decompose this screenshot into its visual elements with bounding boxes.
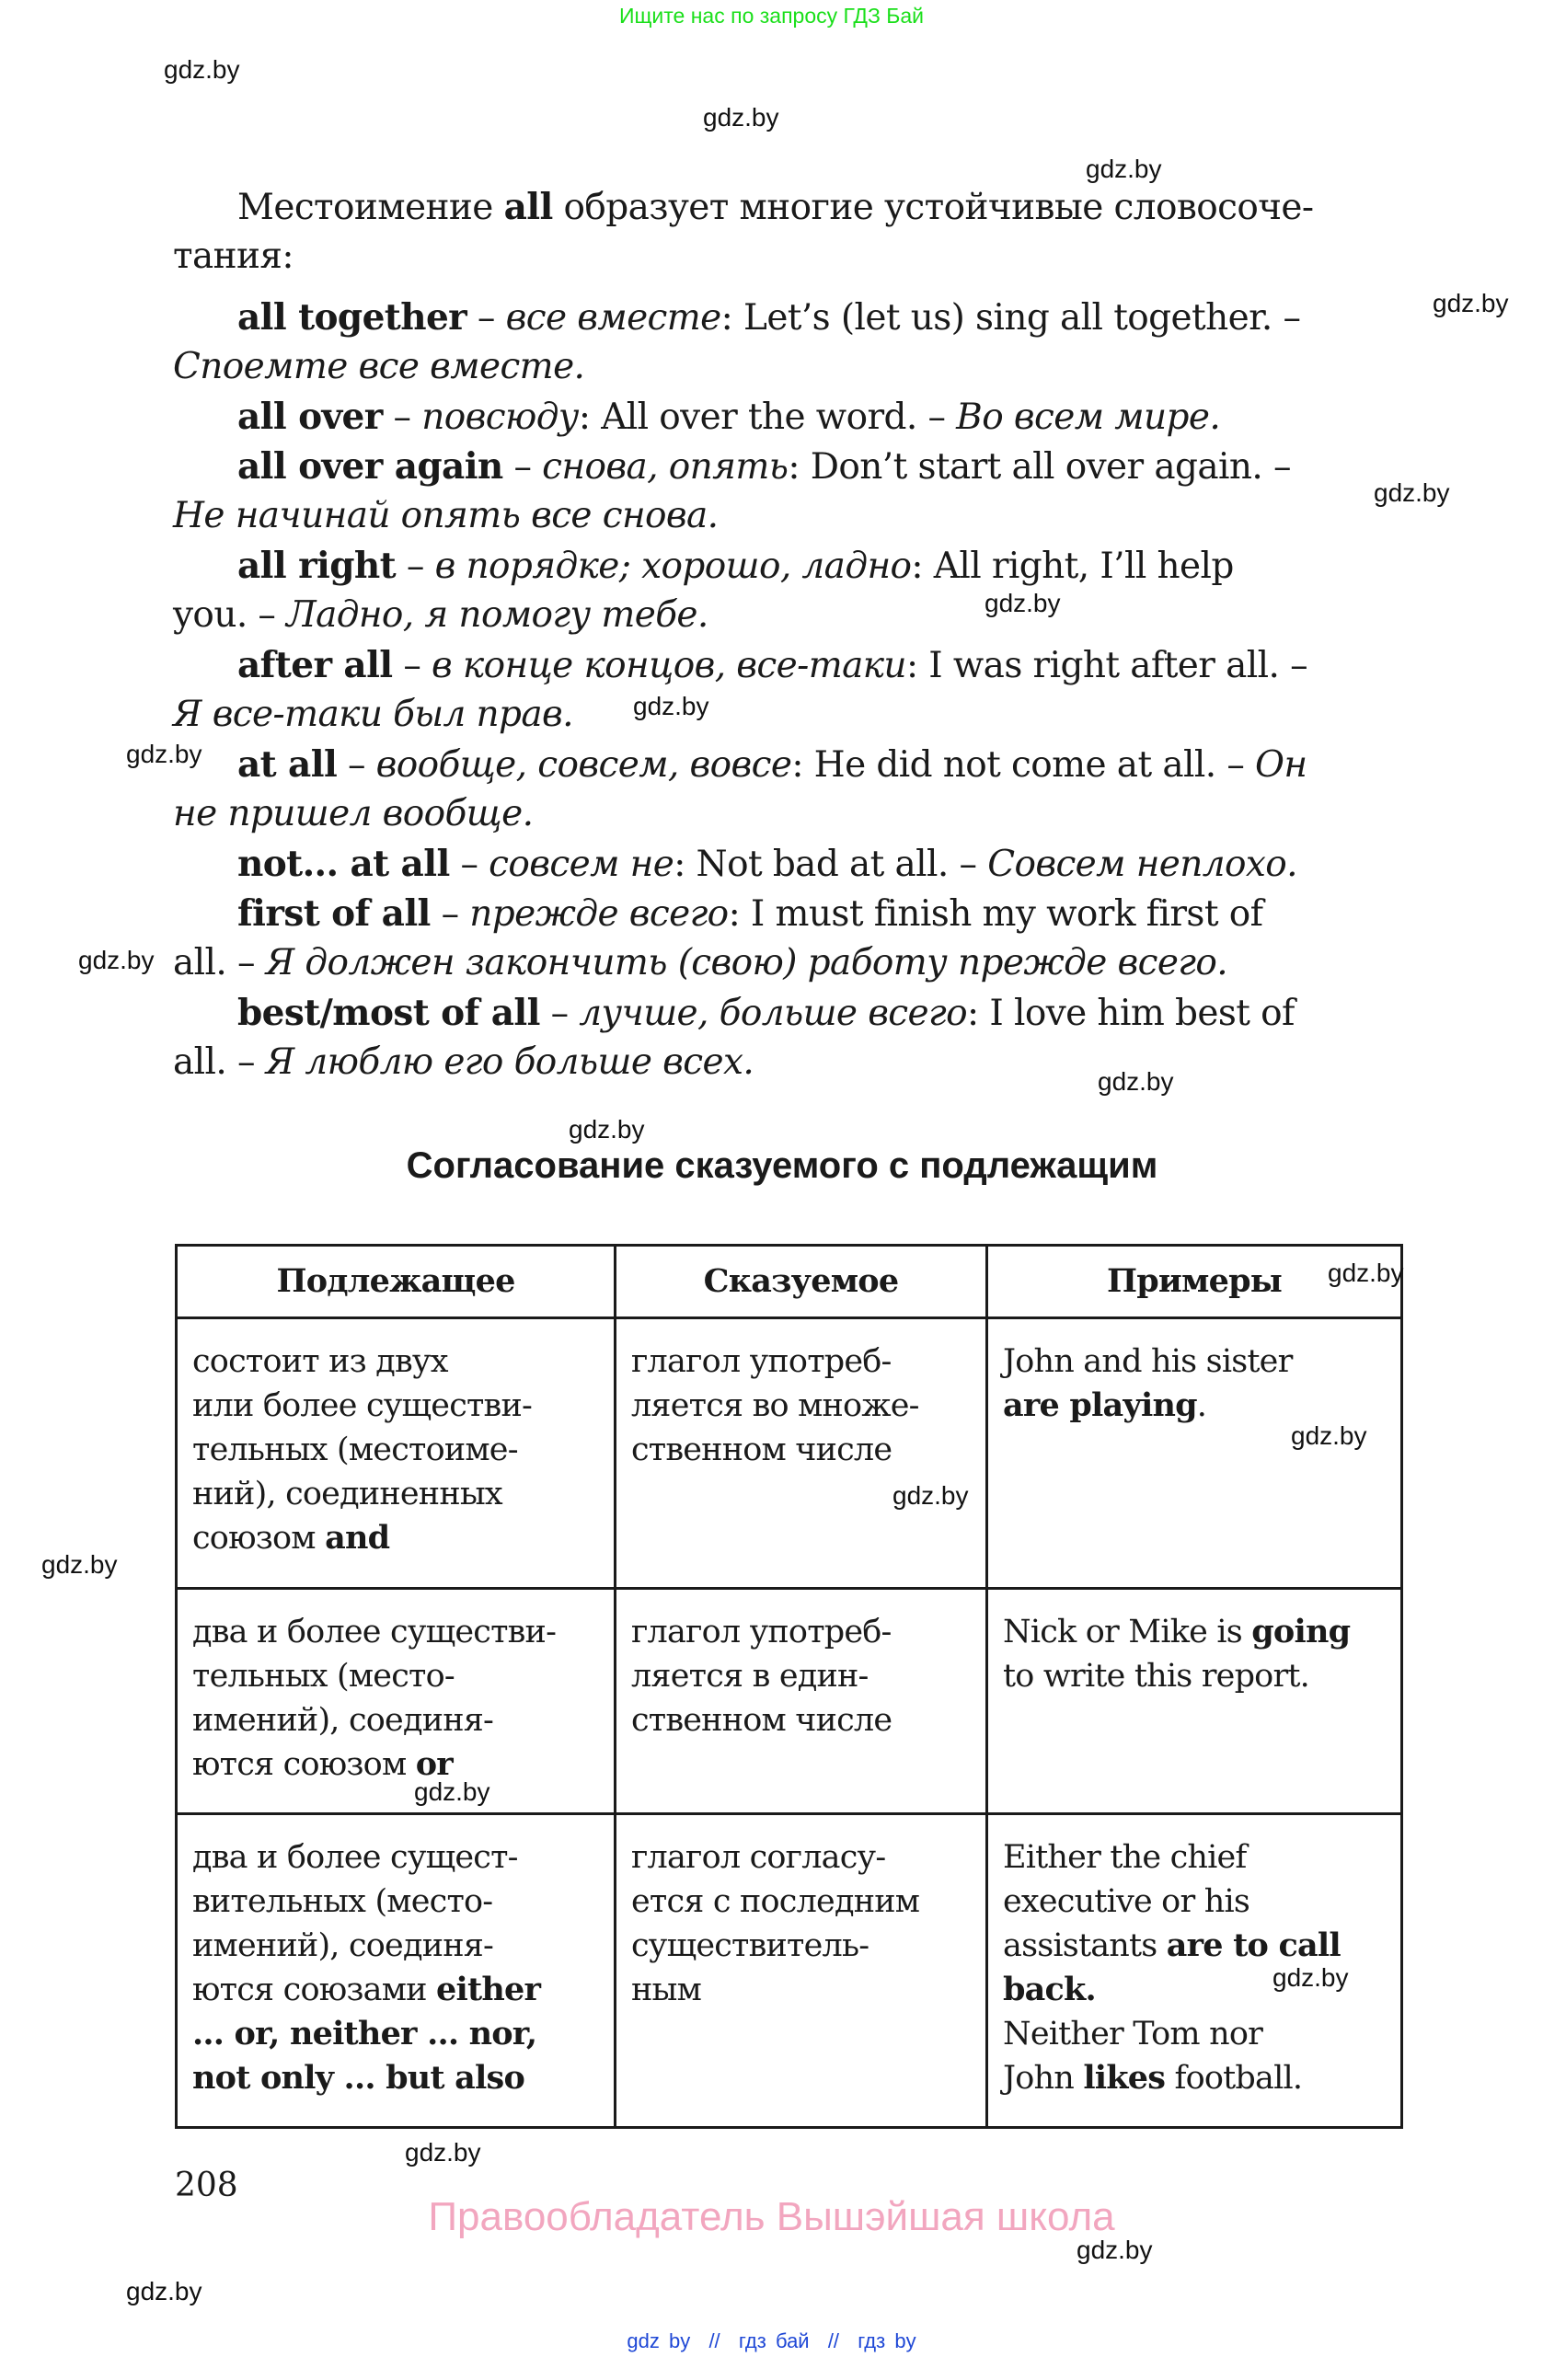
phrase-first-of-all: first of all – прежде всего: I must finish my work first of <box>237 892 1263 935</box>
watermark: gdz.by <box>126 740 202 768</box>
phrase-term: not... at all <box>237 843 450 885</box>
phrase-term: at all <box>237 743 338 786</box>
watermark: gdz.by <box>1328 1259 1404 1287</box>
subject-cell: два и более существи- тельных (место- имений), соединя- ются союзом or <box>177 1589 616 1814</box>
predicate-cell: глагол употреб- ляется во множе- ственном числе <box>616 1318 987 1589</box>
predicate-cell: глагол употреб- ляется в един- ственном числе <box>616 1589 987 1814</box>
phrase-meaning: совсем не <box>489 844 674 885</box>
phrase-translation-text: Во всем мире. <box>956 397 1221 438</box>
phrase-example: Let’s (let us) sing all together. – <box>743 297 1301 339</box>
phrase-translation-text: Я люблю его больше всех. <box>265 1041 754 1083</box>
intro-text: Местоимение <box>237 187 504 228</box>
watermark: gdz.by <box>414 1777 490 1806</box>
phrase-example: I love him best of <box>989 993 1295 1034</box>
phrase-meaning: вообще, совсем, вовсе <box>375 744 792 786</box>
watermark: gdz.by <box>1291 1421 1367 1450</box>
phrase-meaning: снова, опять <box>542 446 789 488</box>
watermark: gdz.by <box>126 2277 202 2305</box>
phrase-term: all over again <box>237 445 503 488</box>
table-row <box>177 1814 1402 2128</box>
phrase-term: all together <box>237 296 467 339</box>
phrase-meaning: прежде всего <box>469 893 729 935</box>
copyright-owner: Правообладатель Вышэйшая школа <box>428 2194 1115 2239</box>
phrase-meaning: в конце концов, все-таки <box>432 645 906 686</box>
phrase-translation: you. – Ладно, я помогу тебе. <box>173 594 708 636</box>
watermark: gdz.by <box>633 692 709 720</box>
phrase-all-over-again: all over again – снова, опять: Don’t start all over again. – <box>237 445 1291 488</box>
agreement-table <box>175 1244 1403 2129</box>
phrase-meaning: все вместе <box>505 297 721 339</box>
phrase-term: all right <box>237 545 397 587</box>
watermark: gdz.by <box>1098 1067 1174 1096</box>
watermark: gdz.by <box>985 589 1061 617</box>
predicate-cell: глагол согласу- ется с последним существитель- ным <box>616 1814 987 2128</box>
watermark: gdz.by <box>405 2138 481 2167</box>
phrase-term: best/most of all <box>237 992 540 1034</box>
phrase-translation <box>173 491 718 541</box>
watermark: gdz.by <box>1086 155 1162 183</box>
watermark: gdz.by <box>41 1550 118 1579</box>
phrase-example: All over the word. – <box>601 397 957 438</box>
watermark: gdz.by <box>1374 478 1450 507</box>
phrase-translation-text: не пришел вообще. <box>173 793 534 834</box>
table-header-row <box>177 1246 1402 1318</box>
phrase-all-right: all right – в порядке; хорошо, ладно: All right, I’ll help <box>237 545 1234 587</box>
phrase-all-together: all together – все вместе: Let’s (let us) sing all together. – <box>237 296 1301 339</box>
watermark: gdz.by <box>703 103 779 132</box>
top-banner: Ищите нас по запросу ГДЗ Бай <box>618 4 925 28</box>
phrase-translation: all. – Я должен закончить (свою) работу прежде всего. <box>173 942 1228 983</box>
example-cell: Either the chief executive or his assistants are to call back. Neither Tom nor John likes football. <box>987 1814 1402 2128</box>
phrase-translation-text: Я должен закончить (свою) работу прежде всего. <box>265 942 1228 983</box>
phrase-translation-text: Не начинай опять все снова. <box>173 495 719 536</box>
watermark: gdz.by <box>1433 289 1509 317</box>
phrase-translation <box>173 690 573 740</box>
intro-text: образует многие устойчивые словосоче- <box>552 187 1314 228</box>
phrase-best-most-of-all: best/most of all – лучше, больше всего: I love him best of <box>237 992 1295 1034</box>
intro-line-2: тания: <box>173 236 294 277</box>
example-cell: John and his sister are playing. <box>987 1318 1402 1589</box>
example-cell: Nick or Mike is going to write this report. <box>987 1589 1402 1814</box>
phrase-translation-text: Я все-таки был прав. <box>173 694 573 735</box>
phrase-meaning: лучше, больше всего <box>579 993 968 1034</box>
phrase-translation-text: Совсем неплохо. <box>987 844 1297 885</box>
phrase-example: All right, I’ll help <box>933 546 1234 587</box>
phrase-term: all over <box>237 396 383 438</box>
phrase-example: I was right after all. – <box>928 645 1307 686</box>
page-number: 208 <box>175 2167 238 2204</box>
watermark: gdz.by <box>1272 1963 1349 1992</box>
table-row <box>177 1318 1402 1589</box>
intro-bold-term: all <box>503 186 553 228</box>
phrase-not-at-all: not... at all – совсем не: Not bad at all. – Совсем неплохо. <box>237 843 1297 885</box>
phrase-translation-text: Ладно, я помогу тебе. <box>286 594 708 636</box>
subject-cell: два и более сущест- вительных (место- имений), соединя- ются союзами either ... or, neither ... nor, not only ... but also <box>177 1814 616 2128</box>
phrase-example: He did not come at all. – <box>813 744 1256 786</box>
watermark: gdz.by <box>892 1481 969 1510</box>
watermark: gdz.by <box>569 1115 645 1144</box>
column-header-examples: Примеры <box>987 1246 1402 1318</box>
phrase-example: Don’t start all over again. – <box>810 446 1291 488</box>
phrase-translation-text: Споемте все вместе. <box>173 346 585 387</box>
phrase-example: I must finish my work first of <box>750 893 1263 935</box>
watermark: gdz.by <box>164 55 240 84</box>
watermark: gdz.by <box>78 946 155 974</box>
column-header-predicate: Сказуемое <box>616 1246 987 1318</box>
section-heading: Согласование сказуемого с подлежащим <box>406 1145 1158 1186</box>
watermark: gdz.by <box>1077 2236 1153 2264</box>
phrase-term: first of all <box>237 892 431 935</box>
phrase-example: Not bad at all. – <box>696 844 988 885</box>
phrase-all-over: all over – повсюду: All over the word. – Во всем мире. <box>237 396 1221 438</box>
phrase-meaning: повсюду <box>421 397 579 438</box>
phrase-translation: all. – Я люблю его больше всех. <box>173 1041 754 1083</box>
phrase-at-all: at all – вообще, совсем, вовсе: He did not come at all. – Он <box>237 743 1307 786</box>
subject-cell: состоит из двух или более существи- тельных (местоиме- ний), соединенных союзом and <box>177 1318 616 1589</box>
table-row <box>177 1589 1402 1814</box>
phrase-term: after all <box>237 644 393 686</box>
intro-line-1 <box>237 182 1313 233</box>
phrase-after-all: after all – в конце концов, все-таки: I was right after all. – <box>237 644 1307 686</box>
phrase-translation <box>173 342 584 392</box>
phrase-translation <box>173 789 533 839</box>
column-header-subject: Подлежащее <box>177 1246 616 1318</box>
phrase-meaning: в порядке; хорошо, ладно <box>434 546 912 587</box>
footer-links[interactable]: gdz by // гдз бай // гдз by <box>627 2329 916 2352</box>
